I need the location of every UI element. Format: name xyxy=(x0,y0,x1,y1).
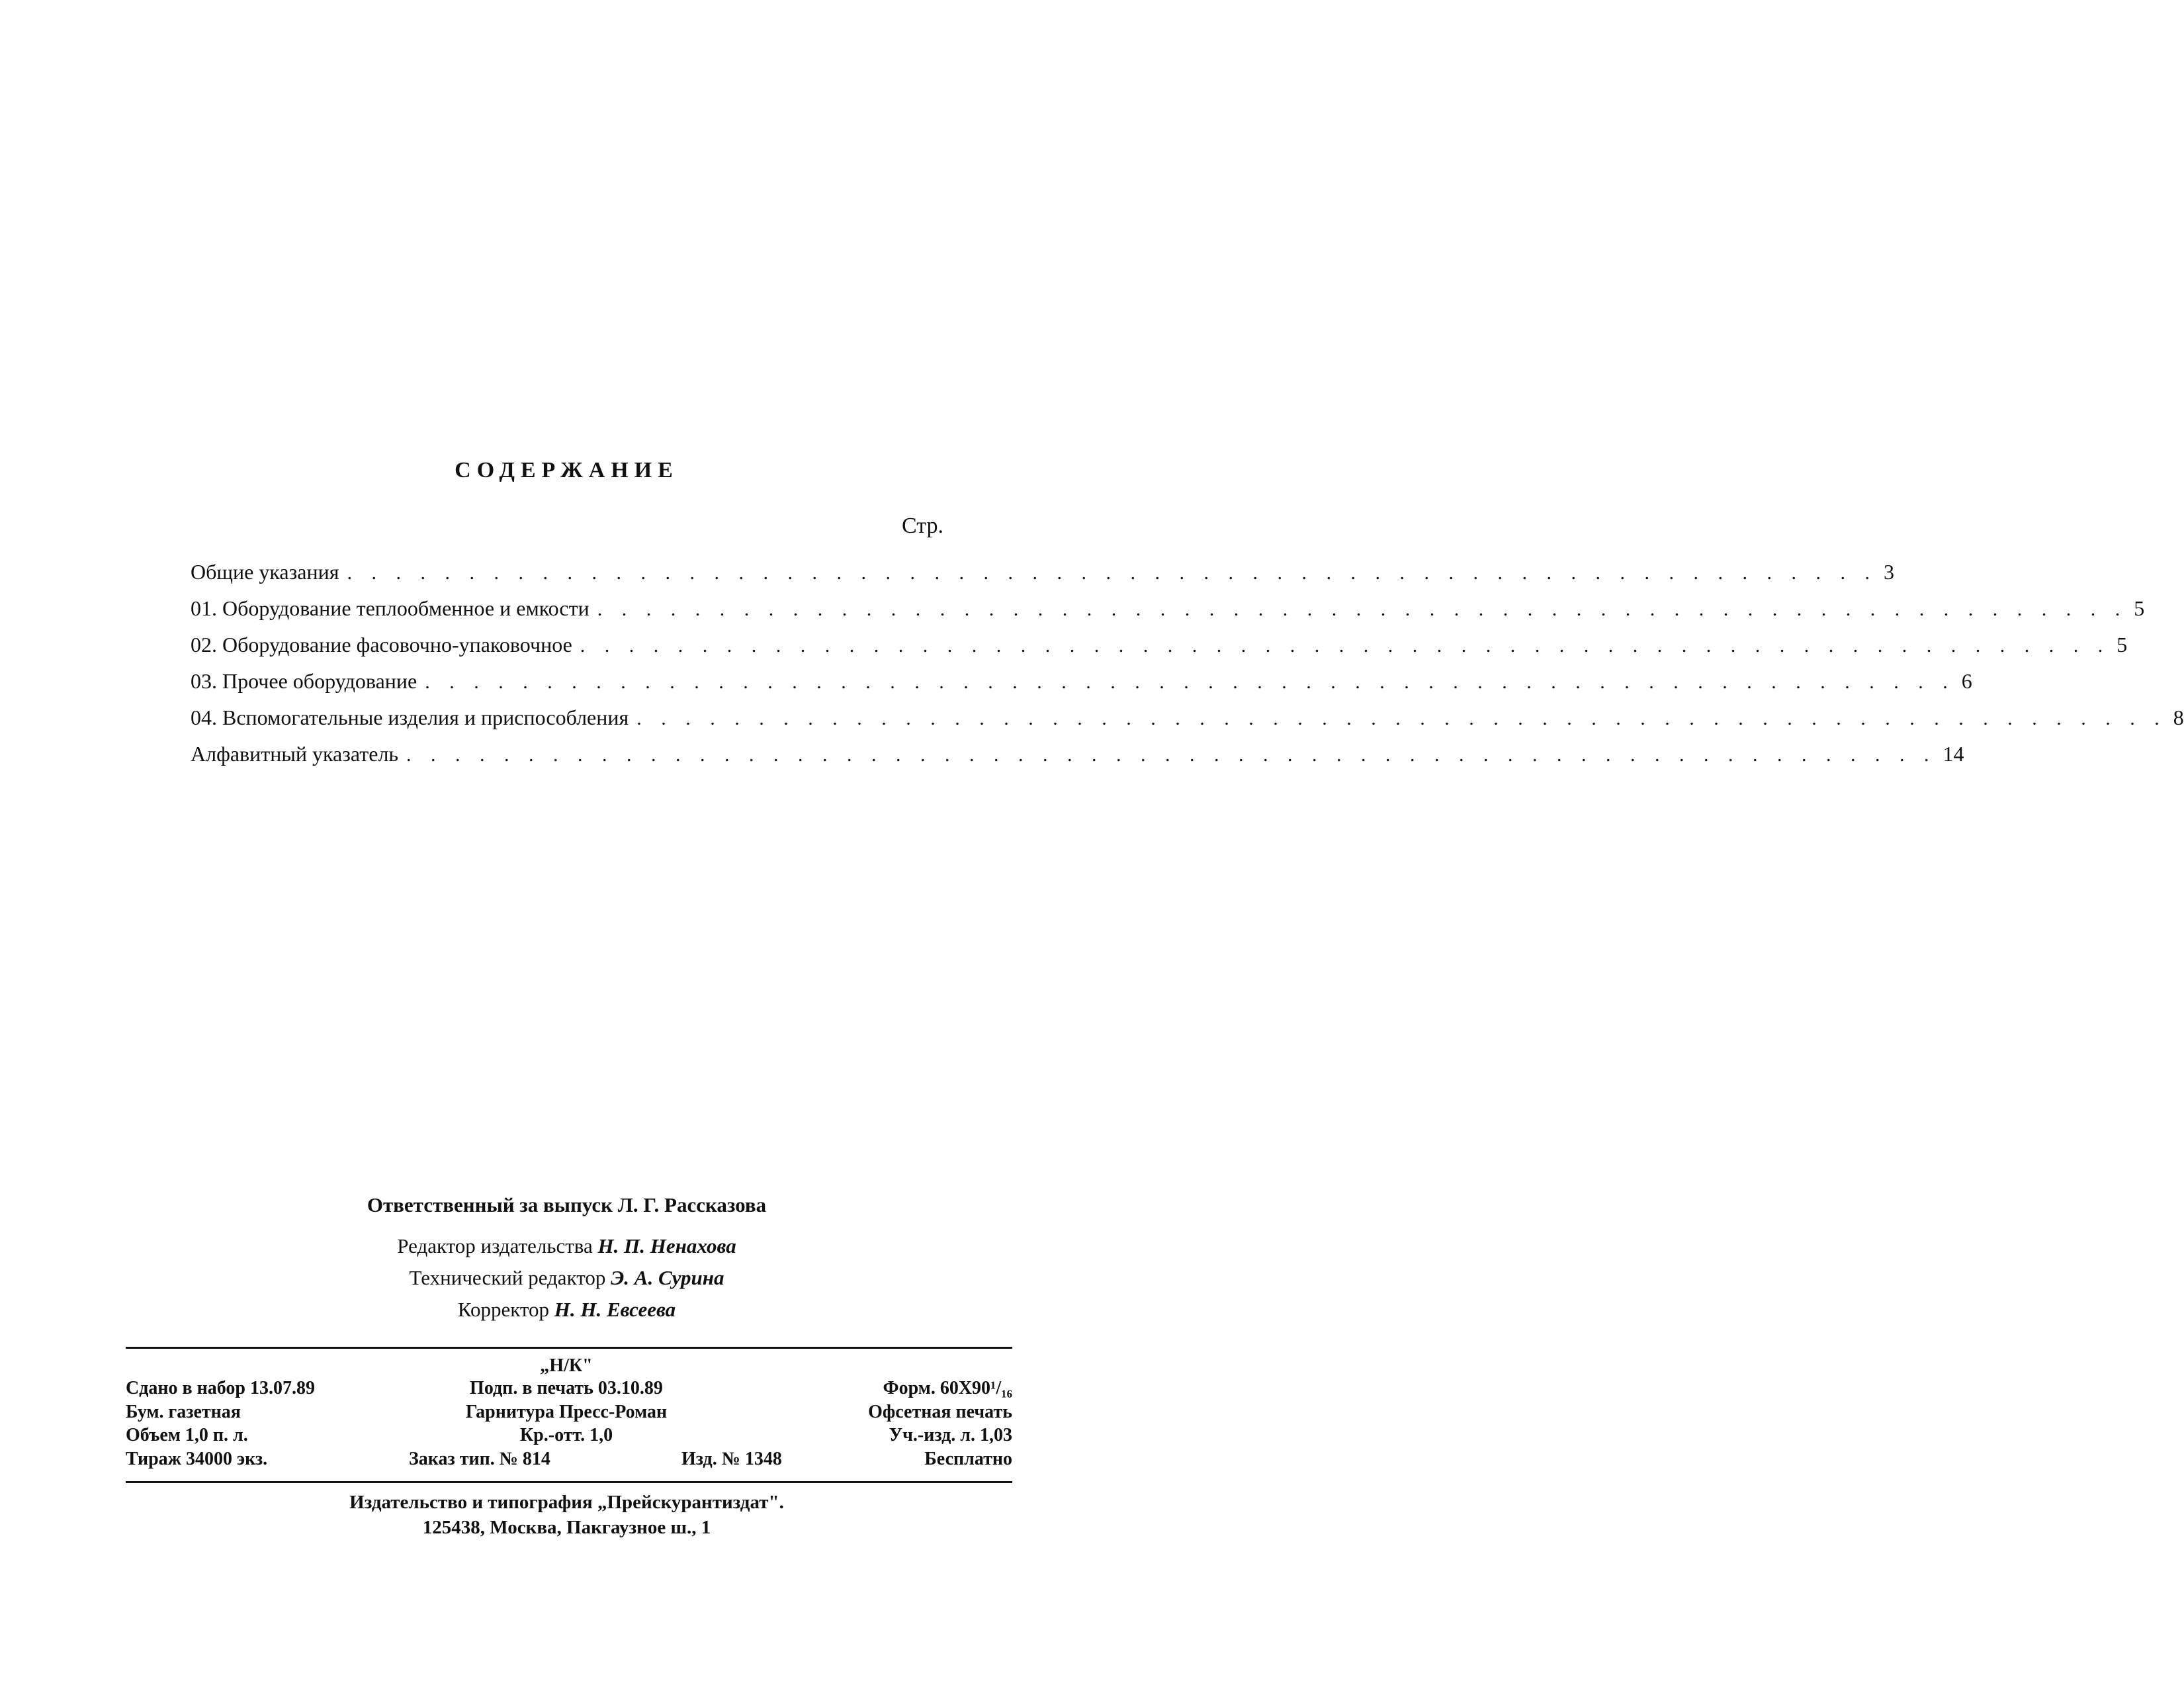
toc-entry[interactable] xyxy=(191,633,2128,669)
signed-for-print: Подп. в печать 03.10.89 xyxy=(470,1378,663,1398)
publisher-name: Издательство и типография „Прейскурантиздат". xyxy=(349,1492,784,1513)
publisher-sheets: Уч.-изд. л. 1,03 xyxy=(889,1425,1012,1445)
toc-entry[interactable] xyxy=(191,742,1964,778)
toc-entry-title: Общие указания xyxy=(191,560,339,584)
toc-dot-leader: . . . . . . . . . . . . . . . . . . . . . . . . . . . . . . . . . . . . . . . . . . . . . . . . . . . . . . . . . . . . . . . xyxy=(425,671,1955,693)
corrector-line xyxy=(0,1298,1133,1322)
toc-entry[interactable] xyxy=(191,560,1894,596)
toc-entry-page: 5 xyxy=(2134,596,2145,620)
toc-entry-page: 8 xyxy=(2173,705,2184,729)
toc-entry-title: 02. Оборудование фасовочно-упаковочное xyxy=(191,633,572,657)
publishing-editor-line xyxy=(0,1234,1133,1258)
imprint-bottom-rule xyxy=(126,1481,1012,1483)
toc-entry-page: 5 xyxy=(2117,633,2128,657)
print-method: Офсетная печать xyxy=(868,1402,1012,1422)
corrector-name: Н. Н. Евсеева xyxy=(554,1298,676,1321)
toc-entry-title: Алфавитный указатель xyxy=(191,742,399,766)
responsible-person: Ответственный за выпуск Л. Г. Рассказова xyxy=(367,1193,767,1216)
paper-type: Бум. газетная xyxy=(126,1402,241,1422)
toc-dot-leader: . . . . . . . . . . . . . . . . . . . . . . . . . . . . . . . . . . . . . . . . . . . . . . . . . . . . . . . . . . . . . . . xyxy=(580,635,2111,657)
volume: Объем 1,0 п. л. xyxy=(126,1425,248,1445)
publishing-editor-label: Редактор издательства xyxy=(397,1234,593,1257)
toc-entry[interactable] xyxy=(191,596,2145,633)
toc-entry[interactable] xyxy=(191,669,1972,705)
toc-entry-page: 3 xyxy=(1883,560,1894,584)
price: Бесплатно xyxy=(924,1449,1012,1469)
contents-title: СОДЕРЖАНИЕ xyxy=(455,458,679,482)
toc-entry-page: 6 xyxy=(1961,669,1972,693)
toc-entry-title: 03. Прочее оборудование xyxy=(191,669,417,693)
paper-format: Форм. 60Х90¹/₁₆ xyxy=(883,1378,1012,1398)
toc-dot-leader: . . . . . . . . . . . . . . . . . . . . . . . . . . . . . . . . . . . . . . . . . . . . . . . . . . . . . . . . . . . . . . . xyxy=(636,707,2167,729)
sent-to-typesetting: Сдано в набор 13.07.89 xyxy=(126,1378,315,1398)
imprint-mark: „Н/К" xyxy=(540,1355,593,1376)
publishing-editor-name: Н. П. Ненахова xyxy=(597,1234,736,1257)
toc-entry[interactable] xyxy=(191,705,2184,742)
imprint-top-rule xyxy=(126,1347,1012,1349)
toc-dot-leader: . . . . . . . . . . . . . . . . . . . . . . . . . . . . . . . . . . . . . . . . . . . . . . . . . . . . . . . . . . . . . . . xyxy=(406,744,1937,766)
technical-editor-label: Технический редактор xyxy=(409,1266,606,1289)
toc-dot-leader: . . . . . . . . . . . . . . . . . . . . . . . . . . . . . . . . . . . . . . . . . . . . . . . . . . . . . . . . . . . . . . . xyxy=(597,598,2128,620)
order-number: Заказ тип. № 814 xyxy=(409,1449,550,1469)
corrector-label: Корректор xyxy=(457,1298,550,1321)
toc-dot-leader: . . . . . . . . . . . . . . . . . . . . . . . . . . . . . . . . . . . . . . . . . . . . . . . . . . . . . . . . . . . . . . . xyxy=(347,562,1877,584)
toc-entry-page: 14 xyxy=(1943,742,1964,766)
page-column-label: Стр. xyxy=(901,514,943,538)
print-run: Тираж 34000 экз. xyxy=(126,1449,268,1469)
technical-editor-line xyxy=(0,1266,1133,1290)
edition-number: Изд. № 1348 xyxy=(681,1449,782,1469)
publisher-address: 125438, Москва, Пакгаузное ш., 1 xyxy=(422,1517,711,1538)
toc-entry-title: 04. Вспомогательные изделия и приспособления xyxy=(191,705,629,729)
table-of-contents xyxy=(191,560,2184,778)
typeface: Гарнитура Пресс-Роман xyxy=(465,1402,668,1422)
color-impressions: Кр.-отт. 1,0 xyxy=(519,1425,613,1445)
toc-entry-title: 01. Оборудование теплообменное и емкости xyxy=(191,596,590,620)
technical-editor-name: Э. А. Сурина xyxy=(611,1266,724,1289)
